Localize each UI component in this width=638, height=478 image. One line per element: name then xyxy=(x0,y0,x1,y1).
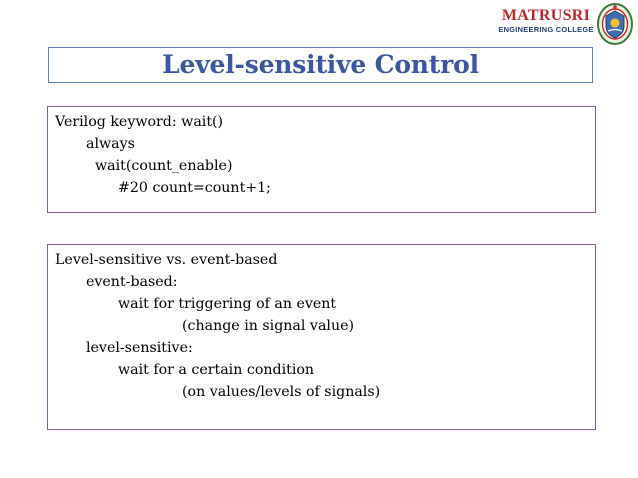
code-line-always: always xyxy=(86,136,135,152)
code-line-keyword: Verilog keyword: wait() xyxy=(55,114,224,130)
event-based-label: event-based: xyxy=(86,274,178,290)
brand-subtitle: ENGINEERING COLLEGE xyxy=(498,25,594,34)
college-brand xyxy=(496,6,596,35)
code-example-box xyxy=(47,106,596,213)
event-based-description: wait for triggering of an event xyxy=(118,296,337,312)
brand-name: MATRUSRI xyxy=(501,7,591,24)
level-sensitive-label: level-sensitive: xyxy=(86,340,193,356)
code-line-wait: wait(count_enable) xyxy=(95,158,233,174)
level-sensitive-description: wait for a certain condition xyxy=(118,362,315,378)
title-box xyxy=(48,47,593,83)
event-based-note: (change in signal value) xyxy=(182,318,355,334)
code-line-statement: #20 count=count+1; xyxy=(118,180,271,196)
college-crest-icon xyxy=(596,2,634,46)
comparison-box xyxy=(47,244,596,430)
level-sensitive-note: (on values/levels of signals) xyxy=(182,384,381,400)
page-title: Level-sensitive Control xyxy=(162,50,479,79)
comparison-heading: Level-sensitive vs. event-based xyxy=(55,252,278,268)
